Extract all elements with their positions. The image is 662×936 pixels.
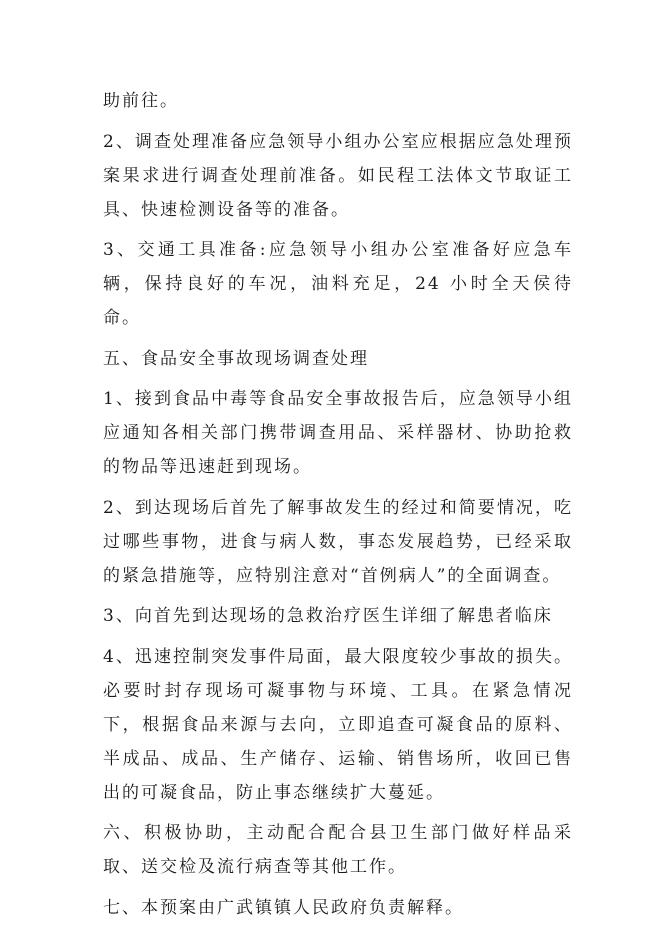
paragraph-item-3-clinical-info: 3、向首先到达现场的急救治疗医生详细了解患者临床 — [103, 606, 553, 626]
document-body — [103, 84, 573, 931]
section-heading-six: 六、积极协助，主动配合配合县卫生部门做好样品采取、送交检及流行病查等其他工作。 — [103, 823, 573, 877]
paragraph-item-1-report-response: 1、接到食品中毒等食品安全事故报告后，应急领导小组应通知各相关部门携带调查用品、采样器材、协助抢救的物品等迅速赶到现场。 — [103, 389, 573, 477]
paragraph-item-3-transport-prep: 3、交通工具准备:应急领导小组办公室准备好应急车辆，保持良好的车况，油料充足，24 小时全天侯待命。 — [103, 240, 573, 328]
section-heading-seven: 七、本预案由广武镇镇人民政府负责解释。 — [103, 897, 464, 918]
section-heading-five: 五、食品安全事故现场调查处理 — [103, 348, 369, 369]
paragraph-item-4-control-measures: 4、迅速控制突发事件局面，最大限度较少事故的损失。必要时封存现场可凝事物与环境、工具。在紧急情况下，根据食品来源与去向，立即追查可凝食品的原料、半成品、成品、生产储存、运输、销售场所，收回已售出的可凝食品，防止事态继续扩大蔓延。 — [103, 646, 573, 803]
paragraph-continuation: 助前往。 — [103, 91, 179, 111]
paragraph-item-2-investigation-prep: 2、调查处理准备应急领导小组办公室应根据应急处理预案果求进行调查处理前准备。如民程工法体文节取证工具、快速检测设备等的准备。 — [103, 131, 573, 220]
paragraph-item-2-on-site-survey: 2、到达现场后首先了解事故发生的经过和简要情况，吃过哪些事物，进食与病人数，事态发展趋势，已经采取的紧急措施等，应特别注意对“首例病人”的全面调查。 — [103, 497, 573, 586]
